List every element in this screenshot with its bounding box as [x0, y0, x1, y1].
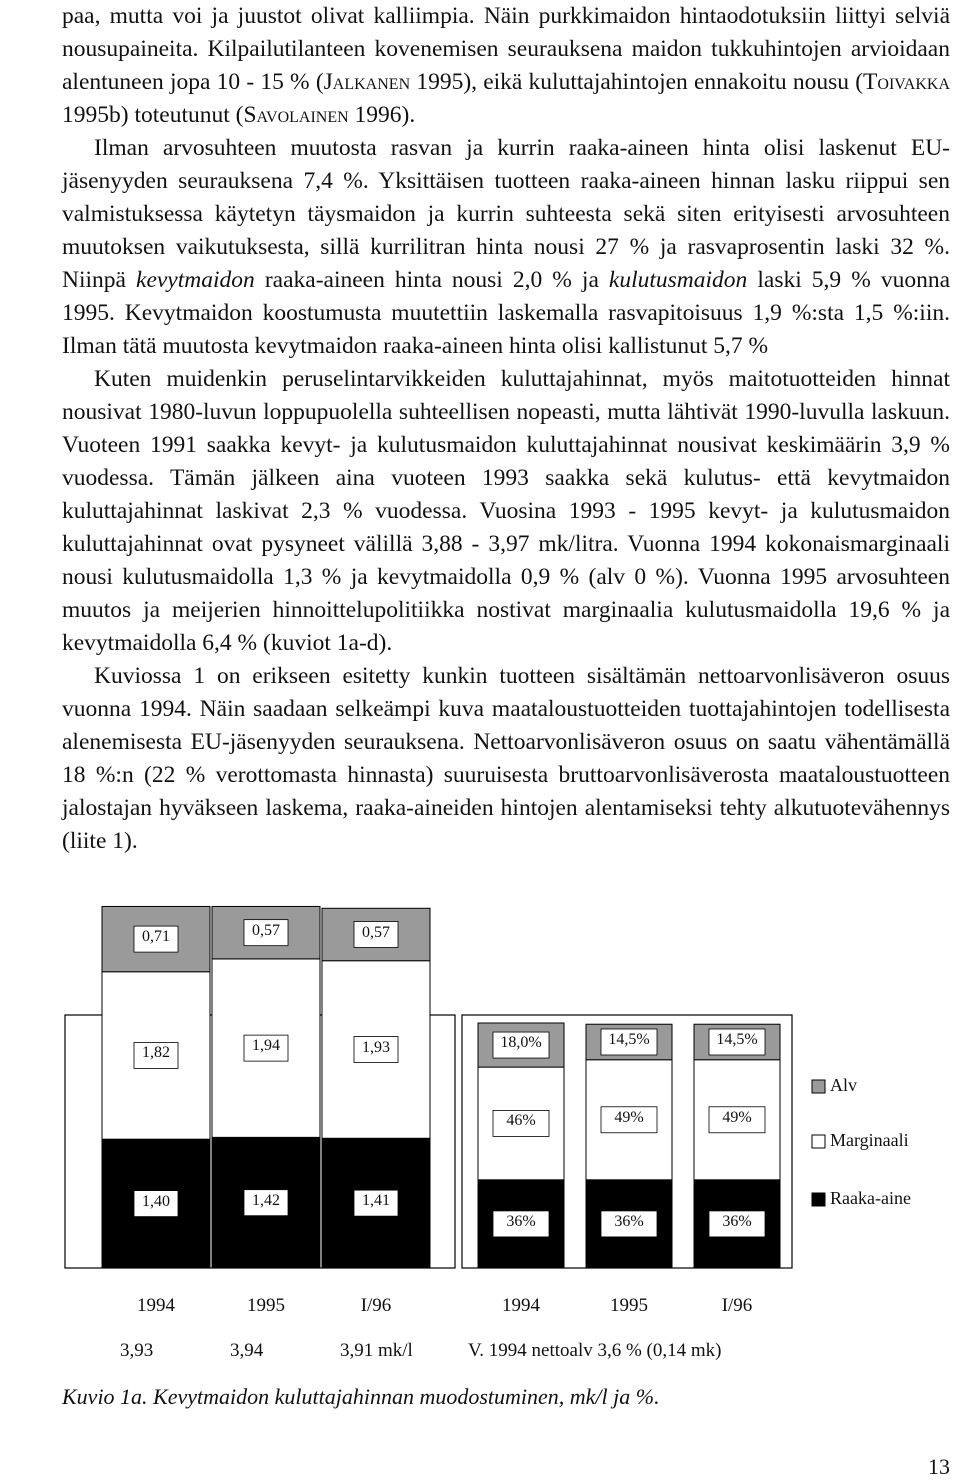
citation-author: Savolainen: [243, 102, 349, 128]
text-run: 1995b) toteutunut (: [62, 102, 244, 128]
price-total: 3,91 mk/l: [340, 1340, 413, 1361]
data-label: 18,0%: [500, 1034, 542, 1052]
data-label: 0,57: [362, 923, 390, 941]
data-label: 1,93: [362, 1038, 390, 1056]
x-tick-label: 1994: [502, 1295, 540, 1316]
data-label: 36%: [722, 1212, 752, 1230]
legend-swatch: [812, 1135, 825, 1148]
text-run: Ilman arvosuhteen muutosta rasvan ja kurrin raaka-aineen hinta olisi laskenut EU-jäsenyyden seurauksena 7,4 %. Yksittäisen tuotteen raaka-aineen hinnan lasku riippui sen valmistuksessa käytetyn täysmaidon ja kurrin suhteesta sekä siten erityisesti arvosuhteen muutoksen vaikutuksesta, sillä kurrilitran hinta nousi 27 % ja rasvaprosentin laski 32 %. Niinpä: [62, 135, 950, 293]
emphasis-term: kevytmaidon: [136, 267, 255, 293]
x-tick-label: 1995: [247, 1295, 285, 1316]
x-tick-label: I/96: [360, 1295, 392, 1316]
legend-label: Raaka-aine: [830, 1188, 911, 1208]
x-tick-label: 1994: [137, 1295, 175, 1316]
text-run: raaka-aineen hinta nousi 2,0 % ja: [254, 267, 609, 293]
price-total: 3,94: [230, 1340, 264, 1361]
data-label: 1,82: [142, 1044, 170, 1062]
net-vat-note: V. 1994 nettoalv 3,6 % (0,14 mk): [468, 1340, 722, 1361]
text-run: 1996).: [348, 102, 416, 128]
data-label: 1,94: [252, 1037, 280, 1055]
text-run: laski 5,9 % vuonna 1995. Kevytmaidon koostumusta muutettiin laskemalla rasvapitoisuus 1,9 %:sta 1,5 %:iin. Ilman tätä muutosta kevytmaidon raaka-aineen hinta olisi kallistunut 5,7 %: [62, 267, 950, 359]
data-label: 49%: [722, 1108, 752, 1126]
citation-author: Jalkanen: [323, 69, 411, 95]
emphasis-term: kulutusmaidon: [608, 267, 748, 293]
page-number: 13: [928, 1454, 950, 1479]
data-label: 1,40: [142, 1192, 170, 1210]
data-label: 49%: [614, 1108, 644, 1126]
citation-author: Toivakka: [863, 69, 950, 95]
x-tick-label: 1995: [610, 1295, 648, 1316]
legend-swatch: [812, 1193, 825, 1206]
figure-caption: Kuvio 1a. Kevytmaidon kuluttajahinnan muodostuminen, mk/l ja %.: [62, 1384, 660, 1409]
data-label: 0,71: [142, 928, 170, 946]
data-label: 1,41: [362, 1192, 390, 1210]
data-label: 36%: [506, 1212, 536, 1230]
text-run: Kuten muidenkin peruselintarvikkeiden kuluttajahinnat, myös maitotuotteiden hinnat nousivat 1980-luvun loppupuolella suhteellisen nopeasti, mutta lähtivät 1990-luvulla laskuun. Vuoteen 1991 saakka kevyt- ja kulutusmaidon kuluttajahinnat nousivat keskimäärin 3,9 % vuodessa. Tämän jälkeen aina vuoteen 1993 saakka sekä kulutus- että kevytmaidon kuluttajahinnat laskivat 2,3 % vuodessa. Vuosina 1993 - 1995 kevyt- ja kulutusmaidon kuluttajahinnat ovat pysyneet välillä 3,88 - 3,97 mk/litra. Vuonna 1994 kokonaismarginaali nousi kulutusmaidolla 1,3 % ja kevytmaidolla 0,9 % (alv 0 %). Vuonna 1995 arvosuhteen muutos ja meijerien hinnoittelupolitiikka nostivat marginaalia kulutusmaidolla 19,6 % ja kevytmaidolla 6,4 % (kuviot 1a-d).: [62, 366, 950, 656]
legend-label: Marginaali: [830, 1130, 909, 1150]
legend-swatch: [812, 1080, 825, 1093]
price-total: 3,93: [120, 1340, 154, 1361]
legend-label: Alv: [830, 1075, 857, 1095]
x-tick-label: I/96: [721, 1295, 753, 1316]
data-label: 1,42: [252, 1191, 280, 1209]
text-run: paa, mutta voi ja juustot olivat kalliimpia. Näin purkkimaidon hintaodotuksiin liittyi selviä nousupaineita. Kilpailutilanteen kovenemisen seurauksena maidon tukkuhintojen arvioidaan alentuneen jopa 10 - 15 % (: [62, 3, 950, 95]
data-label: 46%: [506, 1112, 536, 1130]
data-label: 14,5%: [608, 1030, 650, 1048]
text-run: Kuviossa 1 on erikseen esitetty kunkin tuotteen sisältämän nettoarvonlisäveron osuus vuonna 1994. Näin saadaan selkeämpi kuva maataloustuotteiden tuottajahintojen todellisesta alenemisesta EU-jäsenyyden seurauksena. Nettoarvonlisäveron osuus on saatu vähentämällä 18 %:n (22 % verottomasta hinnasta) suuruisesta bruttoarvonlisäverosta maataloustuotteen jalostajan hyväkseen laskema, raaka-aineiden hintojen alentamiseksi tehty alkutuotevähennys (liite 1).: [62, 663, 950, 854]
data-label: 36%: [614, 1212, 644, 1230]
data-label: 14,5%: [716, 1030, 758, 1048]
data-label: 0,57: [252, 921, 280, 939]
text-run: 1995), eikä kuluttajahintojen ennakoitu nousu (: [410, 69, 864, 95]
